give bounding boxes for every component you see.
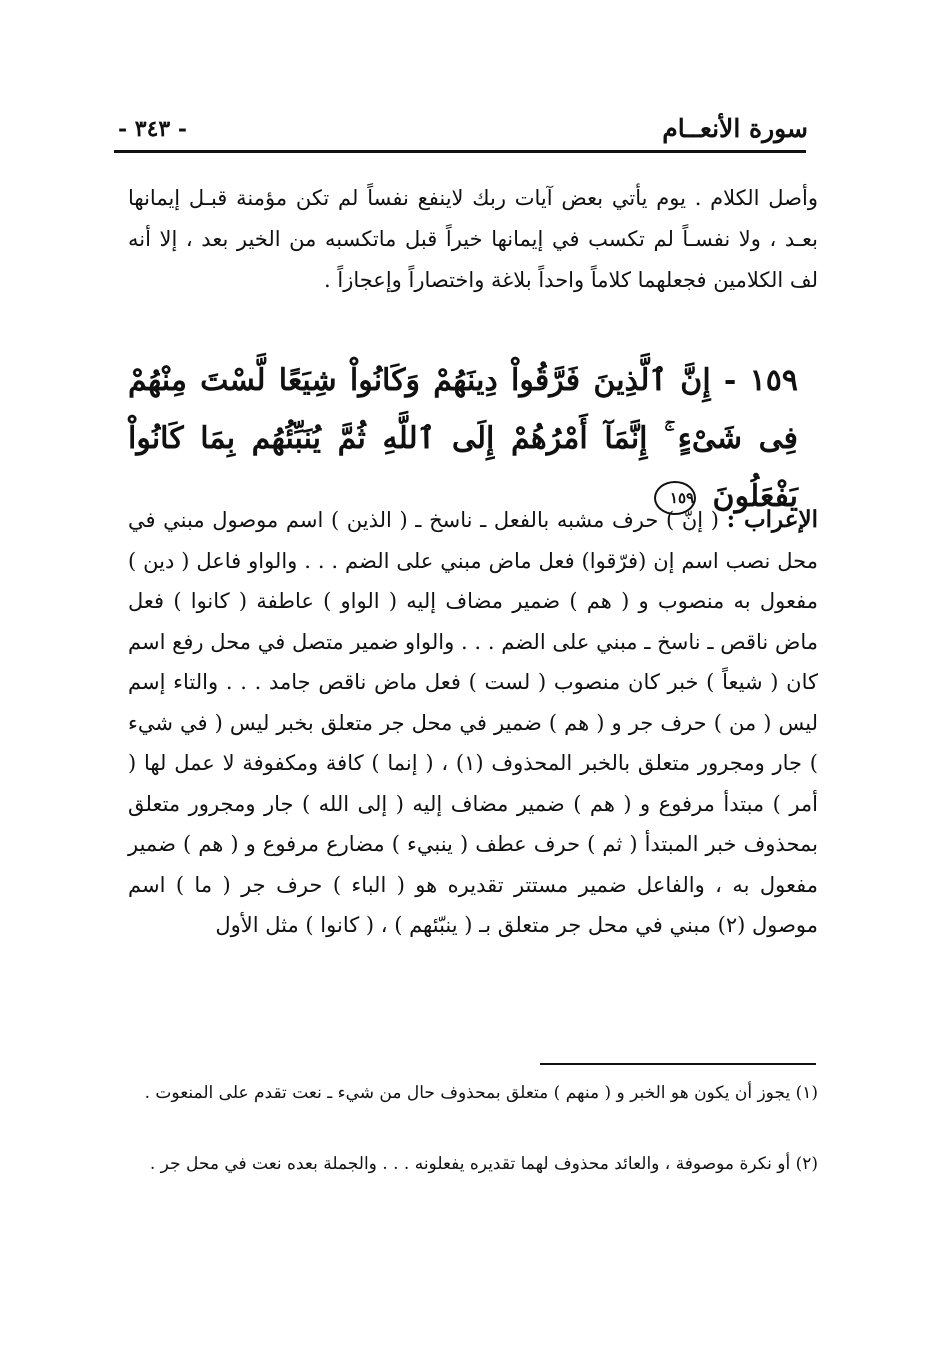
irab-paragraph bbox=[128, 500, 818, 946]
verse-text: إِنَّ ٱلَّذِينَ فَرَّقُواْ دِينَهُمْ وَكَانُواْ شِيَعًا لَّسْتَ مِنْهُمْ فِى شَىْءٍ ۚ إِنَّمَآ أَمْرُهُمْ إِلَى ٱللَّهِ ثُمَّ يُنَبِّئُهُم بِمَا كَانُواْ يَفْعَلُونَ bbox=[128, 363, 798, 514]
footnote-divider bbox=[540, 1063, 816, 1065]
verse-number: ١٥٩ - bbox=[723, 363, 798, 398]
surah-title: سورة الأنعــام bbox=[662, 114, 808, 143]
footnote-1: (١) يجوز أن يكون هو الخبر و ( منهم ) متعلق بمحذوف حال من شيء ـ نعت تقدم على المنعوت . bbox=[144, 1083, 818, 1103]
page-header bbox=[118, 112, 808, 152]
header-divider bbox=[114, 150, 806, 153]
irab-text: ( إنّ ) حرف مشبه بالفعل ـ ناسخ ـ ( الذين ) اسم موصول مبني في محل نصب اسم إن (فرّقوا) فعل ماض مبني على الضم . . . والواو فاعل ( دين ) مفعول به منصوب و ( هم ) ضمير مضاف إليه ( الواو ) عاطفة ( كانوا ) فعل ماض ناقص ـ ناسخ ـ مبني على الضم . . . والواو ضمير متصل في محل رفع اسم كان ( شيعاً ) خبر كان منصوب ( لست ) فعل ماض ناقص جامد . . . والتاء إسم ليس ( من ) حرف جر و ( هم ) ضمير في محل جر متعلق بخبر ليس ( في شيء ) جار ومجرور متعلق بالخبر المحذوف (١) ، ( إنما ) كافة ومكفوفة لا عمل لها ( أمر ) مبتدأ مرفوع و ( هم ) ضمير مضاف إليه ( إلى الله ) جار ومجرور متعلق بمحذوف خبر المبتدأ ( ثم ) حرف عطف ( ينبيء ) مضارع مرفوع و ( هم ) ضمير مفعول به ، والفاعل ضمير مستتر تقديره هو ( الباء ) حرف جر ( ما ) اسم موصول (٢) مبني في محل جر متعلق بـ ( ينبّئهم ) ، ( كانوا ) مثل الأول bbox=[128, 508, 818, 937]
verse-end-marker: ١٥٩ bbox=[654, 481, 696, 515]
page-number: - ٣٤٣ - bbox=[118, 116, 188, 142]
irab-label: الإعراب : bbox=[726, 506, 818, 533]
intro-paragraph: وأصل الكلام . يوم يأتي بعض آيات ربك لاينفع نفساً لم تكن مؤمنة قبـل إيمانها بعـد ، ولا نفسـاً لم تكسب في إيمانها خيراً قبل ماتكسبه من الخير بعد ، إلا أنه لف الكلامين فجعلهما كلاماً واحداً بلاغة واختصاراً وإعجازاً . bbox=[128, 186, 818, 292]
footnote-2: (٢) أو نكرة موصوفة ، والعائد محذوف لهما تقديره يفعلونه . . . والجملة بعده نعت في محل جر . bbox=[149, 1154, 818, 1174]
